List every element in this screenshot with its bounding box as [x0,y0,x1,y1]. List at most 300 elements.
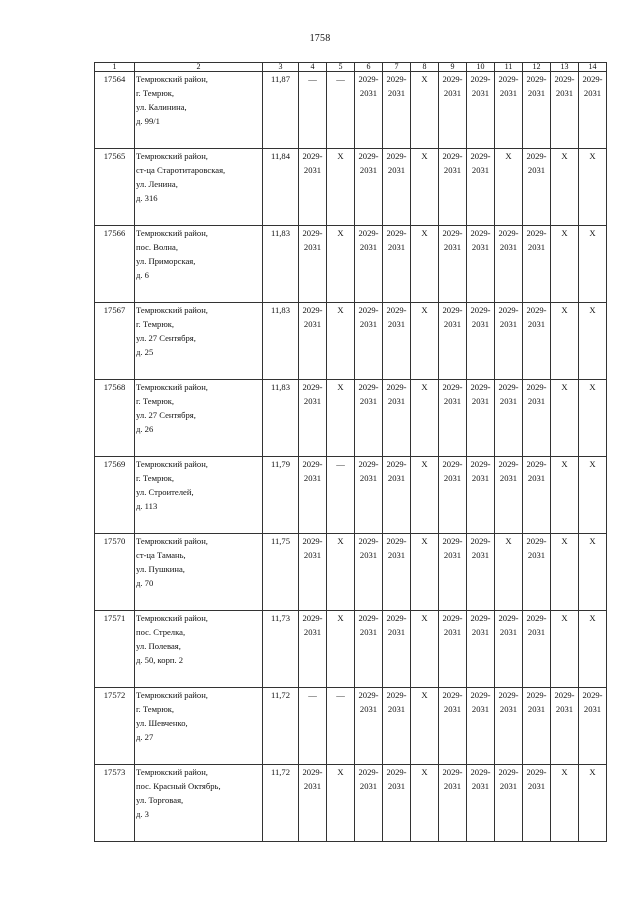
period-text: 2029- [526,74,547,84]
period-text: 2031 [387,473,406,483]
period-text: 2031 [555,704,574,714]
period-text: X [561,767,568,777]
period-text: 2029- [498,228,519,238]
period-cell [467,72,495,149]
period-cell [551,149,579,226]
address-line: ст-ца Старотитаровская, [136,165,226,175]
period-cell [383,765,411,842]
period-cell [383,380,411,457]
period-text: 2031 [499,781,518,791]
period-text: 2029- [470,382,491,392]
address-cell [135,765,263,842]
period-text: 2029- [526,382,547,392]
address-line: Темрюкский район, [136,459,208,469]
period-cell [383,611,411,688]
period-text: 2031 [387,550,406,560]
period-cell [467,149,495,226]
period-text: X [589,305,596,315]
period-text: 2029- [386,74,407,84]
period-cell [467,226,495,303]
period-cell [551,303,579,380]
period-text: 2029- [526,690,547,700]
period-cell [327,226,355,303]
period-cell [579,765,607,842]
period-cell [383,226,411,303]
period-cell [383,534,411,611]
period-text: 2031 [303,627,322,637]
period-text: 2031 [499,242,518,252]
period-text: 2029- [470,305,491,315]
period-text: 2029- [442,305,463,315]
address-line: ул. Пушкина, [136,564,185,574]
period-text: 2029- [302,459,323,469]
period-text: 2031 [443,550,462,560]
period-text: 2029- [498,305,519,315]
address-cell [135,149,263,226]
period-text: 2031 [471,550,490,560]
period-cell [579,457,607,534]
period-text: 2029- [302,305,323,315]
record-number: 17570 [95,534,135,611]
area-value: 11,83 [263,226,299,303]
period-cell [383,688,411,765]
period-cell [551,688,579,765]
column-header-10: 10 [467,63,495,72]
address-line: Темрюкский район, [136,536,208,546]
period-text: 2029- [498,382,519,392]
period-text: 2029- [470,536,491,546]
period-cell [495,611,523,688]
period-cell [579,303,607,380]
address-line: Темрюкский район, [136,690,208,700]
period-text: X [337,151,344,161]
period-text: 2029- [386,690,407,700]
period-cell [439,72,467,149]
record-number: 17566 [95,226,135,303]
area-value: 11,83 [263,380,299,457]
period-cell [383,457,411,534]
period-text: 2031 [583,704,602,714]
period-cell [355,688,383,765]
address-line: Темрюкский район, [136,74,208,84]
period-text: — [336,74,345,84]
period-cell [355,765,383,842]
period-cell [551,226,579,303]
period-text: 2031 [583,88,602,98]
period-cell [579,226,607,303]
period-text: X [421,74,428,84]
period-text: X [421,459,428,469]
period-text: 2031 [387,704,406,714]
period-text: 2029- [358,690,379,700]
period-cell [523,72,551,149]
address-line: ул. Полевая, [136,641,181,651]
period-text: 2029- [442,767,463,777]
period-cell [467,457,495,534]
period-cell [467,534,495,611]
period-cell [299,72,327,149]
period-cell [355,611,383,688]
period-cell [439,534,467,611]
period-text: 2031 [527,704,546,714]
period-text: 2031 [387,165,406,175]
period-text: 2029- [358,613,379,623]
period-text: 2031 [387,88,406,98]
address-line: д. 113 [136,501,158,511]
period-text: 2031 [443,242,462,252]
period-text: 2029- [358,382,379,392]
period-text: 2029- [498,613,519,623]
period-cell [411,303,439,380]
address-line: д. 50, корп. 2 [136,655,184,665]
period-cell [579,149,607,226]
period-text: 2031 [499,396,518,406]
address-cell [135,688,263,765]
period-text: X [561,459,568,469]
period-cell [327,149,355,226]
period-text: 2029- [442,690,463,700]
period-text: 2029- [526,151,547,161]
table-row [95,457,607,534]
period-cell [299,688,327,765]
period-cell [579,534,607,611]
period-text: 2031 [303,550,322,560]
table-body [95,72,607,842]
table-row [95,303,607,380]
period-text: 2029- [526,767,547,777]
period-text: 2029- [386,613,407,623]
record-number: 17568 [95,380,135,457]
period-text: 2031 [387,627,406,637]
period-text: X [337,305,344,315]
period-text: 2031 [499,473,518,483]
period-text: 2031 [527,473,546,483]
period-cell [551,765,579,842]
period-text: X [421,767,428,777]
period-text: 2029- [526,305,547,315]
period-cell [299,765,327,842]
period-text: X [505,536,512,546]
period-text: 2031 [471,319,490,329]
period-text: 2029- [470,151,491,161]
period-cell [523,457,551,534]
period-text: 2029- [554,690,575,700]
header-row [95,63,607,72]
address-cell [135,534,263,611]
period-cell [411,688,439,765]
address-line: ул. Строителей, [136,487,194,497]
address-line: ст-ца Тамань, [136,550,186,560]
period-text: 2031 [359,550,378,560]
period-cell [523,226,551,303]
period-text: X [589,228,596,238]
period-text: 2029- [526,228,547,238]
period-text: 2031 [359,396,378,406]
period-text: 2031 [499,319,518,329]
period-text: 2031 [387,396,406,406]
period-text: 2029- [554,74,575,84]
period-cell [383,303,411,380]
column-header-12: 12 [523,63,551,72]
period-text: — [308,74,317,84]
period-cell [411,534,439,611]
record-number: 17567 [95,303,135,380]
period-text: 2029- [302,151,323,161]
period-cell [327,534,355,611]
period-text: X [421,305,428,315]
record-number: 17569 [95,457,135,534]
period-text: 2031 [303,165,322,175]
address-cell [135,380,263,457]
period-text: 2031 [443,473,462,483]
period-text: 2031 [471,242,490,252]
area-value: 11,87 [263,72,299,149]
address-line: г. Темрюк, [136,473,175,483]
period-cell [439,303,467,380]
area-value: 11,72 [263,765,299,842]
address-line: ул. Торговая, [136,795,184,805]
period-text: 2029- [442,74,463,84]
period-text: 2029- [302,228,323,238]
area-value: 11,73 [263,611,299,688]
period-cell [299,380,327,457]
address-line: Темрюкский район, [136,382,208,392]
period-cell [327,611,355,688]
period-cell [327,765,355,842]
period-cell [299,149,327,226]
period-text: X [561,305,568,315]
period-text: 2029- [358,536,379,546]
page-number: 1758 [309,33,331,44]
period-cell [551,457,579,534]
period-text: 2031 [359,319,378,329]
address-cell [135,72,263,149]
period-cell [299,303,327,380]
table-row [95,611,607,688]
period-cell [523,765,551,842]
period-text: X [561,151,568,161]
period-text: 2029- [302,382,323,392]
period-text: 2029- [302,613,323,623]
period-text: X [561,228,568,238]
period-text: 2031 [359,704,378,714]
record-number: 17572 [95,688,135,765]
period-cell [327,457,355,534]
period-cell [579,688,607,765]
address-line: ул. 27 Сентября, [136,410,196,420]
period-text: 2029- [386,382,407,392]
period-text: X [421,228,428,238]
period-cell [439,149,467,226]
table-row [95,380,607,457]
period-text: X [589,767,596,777]
address-line: д. 316 [136,193,158,203]
period-cell [327,72,355,149]
table-row [95,688,607,765]
period-cell [551,380,579,457]
period-text: X [337,228,344,238]
period-cell [579,611,607,688]
period-text: 2029- [386,459,407,469]
period-text: 2031 [359,781,378,791]
period-text: 2031 [527,396,546,406]
record-number: 17565 [95,149,135,226]
table-row [95,765,607,842]
period-cell [411,149,439,226]
column-header-11: 11 [495,63,523,72]
period-text: 2029- [386,151,407,161]
period-text: X [589,382,596,392]
period-text: 2029- [442,382,463,392]
period-text: X [589,613,596,623]
period-cell [523,303,551,380]
period-text: 2031 [471,396,490,406]
period-text: 2031 [303,242,322,252]
address-line: ул. Калинина, [136,102,187,112]
period-text: X [421,382,428,392]
period-cell [467,765,495,842]
period-cell [495,380,523,457]
period-text: 2029- [470,613,491,623]
period-cell [523,380,551,457]
address-line: г. Темрюк, [136,396,175,406]
period-text: 2029- [470,228,491,238]
area-value: 11,75 [263,534,299,611]
period-text: 2029- [470,767,491,777]
address-line: Темрюкский район, [136,228,208,238]
address-line: пос. Стрелка, [136,627,186,637]
period-text: X [589,536,596,546]
period-cell [495,457,523,534]
area-value: 11,72 [263,688,299,765]
period-cell [355,380,383,457]
record-number: 17571 [95,611,135,688]
period-cell [551,72,579,149]
period-text: 2031 [471,704,490,714]
period-text: 2029- [498,767,519,777]
period-text: 2029- [358,151,379,161]
period-text: 2029- [498,74,519,84]
period-cell [495,149,523,226]
column-header-7: 7 [383,63,411,72]
period-text: 2031 [387,242,406,252]
column-header-13: 13 [551,63,579,72]
period-text: 2031 [527,242,546,252]
period-cell [411,457,439,534]
address-line: пос. Волна, [136,242,178,252]
column-header-4: 4 [299,63,327,72]
period-text: 2031 [303,781,322,791]
period-cell [411,226,439,303]
period-cell [579,380,607,457]
period-cell [495,688,523,765]
period-text: 2031 [387,781,406,791]
period-text: 2029- [442,613,463,623]
period-cell [439,688,467,765]
period-text: 2031 [303,473,322,483]
period-cell [383,72,411,149]
record-number: 17573 [95,765,135,842]
period-cell [355,226,383,303]
period-text: X [421,613,428,623]
period-text: 2031 [527,627,546,637]
period-text: 2031 [359,88,378,98]
period-cell [355,457,383,534]
address-line: Темрюкский район, [136,767,208,777]
period-cell [523,688,551,765]
period-text: 2031 [359,165,378,175]
period-text: X [337,767,344,777]
table-row [95,226,607,303]
address-line: Темрюкский район, [136,305,208,315]
column-header-3: 3 [263,63,299,72]
period-text: 2031 [443,319,462,329]
period-text: X [589,151,596,161]
period-cell [411,611,439,688]
period-text: 2029- [386,536,407,546]
address-cell [135,457,263,534]
address-line: г. Темрюк, [136,88,175,98]
period-cell [495,226,523,303]
address-line: г. Темрюк, [136,704,175,714]
period-text: 2031 [443,396,462,406]
period-text: 2031 [499,704,518,714]
period-cell [327,688,355,765]
period-text: 2029- [442,459,463,469]
period-cell [439,457,467,534]
address-cell [135,226,263,303]
period-cell [439,611,467,688]
period-text: 2031 [359,627,378,637]
address-line: д. 3 [136,809,149,819]
period-text: — [336,690,345,700]
area-value: 11,79 [263,457,299,534]
address-line: д. 26 [136,424,154,434]
period-text: X [337,382,344,392]
column-header-1: 1 [95,63,135,72]
period-text: 2031 [387,319,406,329]
period-cell [495,765,523,842]
column-header-5: 5 [327,63,355,72]
table-row [95,534,607,611]
address-line: г. Темрюк, [136,319,175,329]
period-cell [411,72,439,149]
period-cell [495,303,523,380]
period-cell [523,611,551,688]
period-text: 2029- [470,690,491,700]
period-cell [551,534,579,611]
period-cell [299,226,327,303]
period-cell [523,534,551,611]
period-text: X [337,613,344,623]
period-text: X [589,459,596,469]
period-text: 2029- [442,151,463,161]
period-cell [411,765,439,842]
period-text: 2029- [470,459,491,469]
address-line: Темрюкский район, [136,151,208,161]
period-cell [495,534,523,611]
address-line: Темрюкский район, [136,613,208,623]
period-text: 2031 [303,396,322,406]
period-cell [467,380,495,457]
period-text: 2031 [471,781,490,791]
address-line: д. 27 [136,732,154,742]
address-line: ул. 27 Сентября, [136,333,196,343]
period-text: 2031 [527,550,546,560]
table-row [95,72,607,149]
period-text: 2029- [386,767,407,777]
period-cell [439,380,467,457]
